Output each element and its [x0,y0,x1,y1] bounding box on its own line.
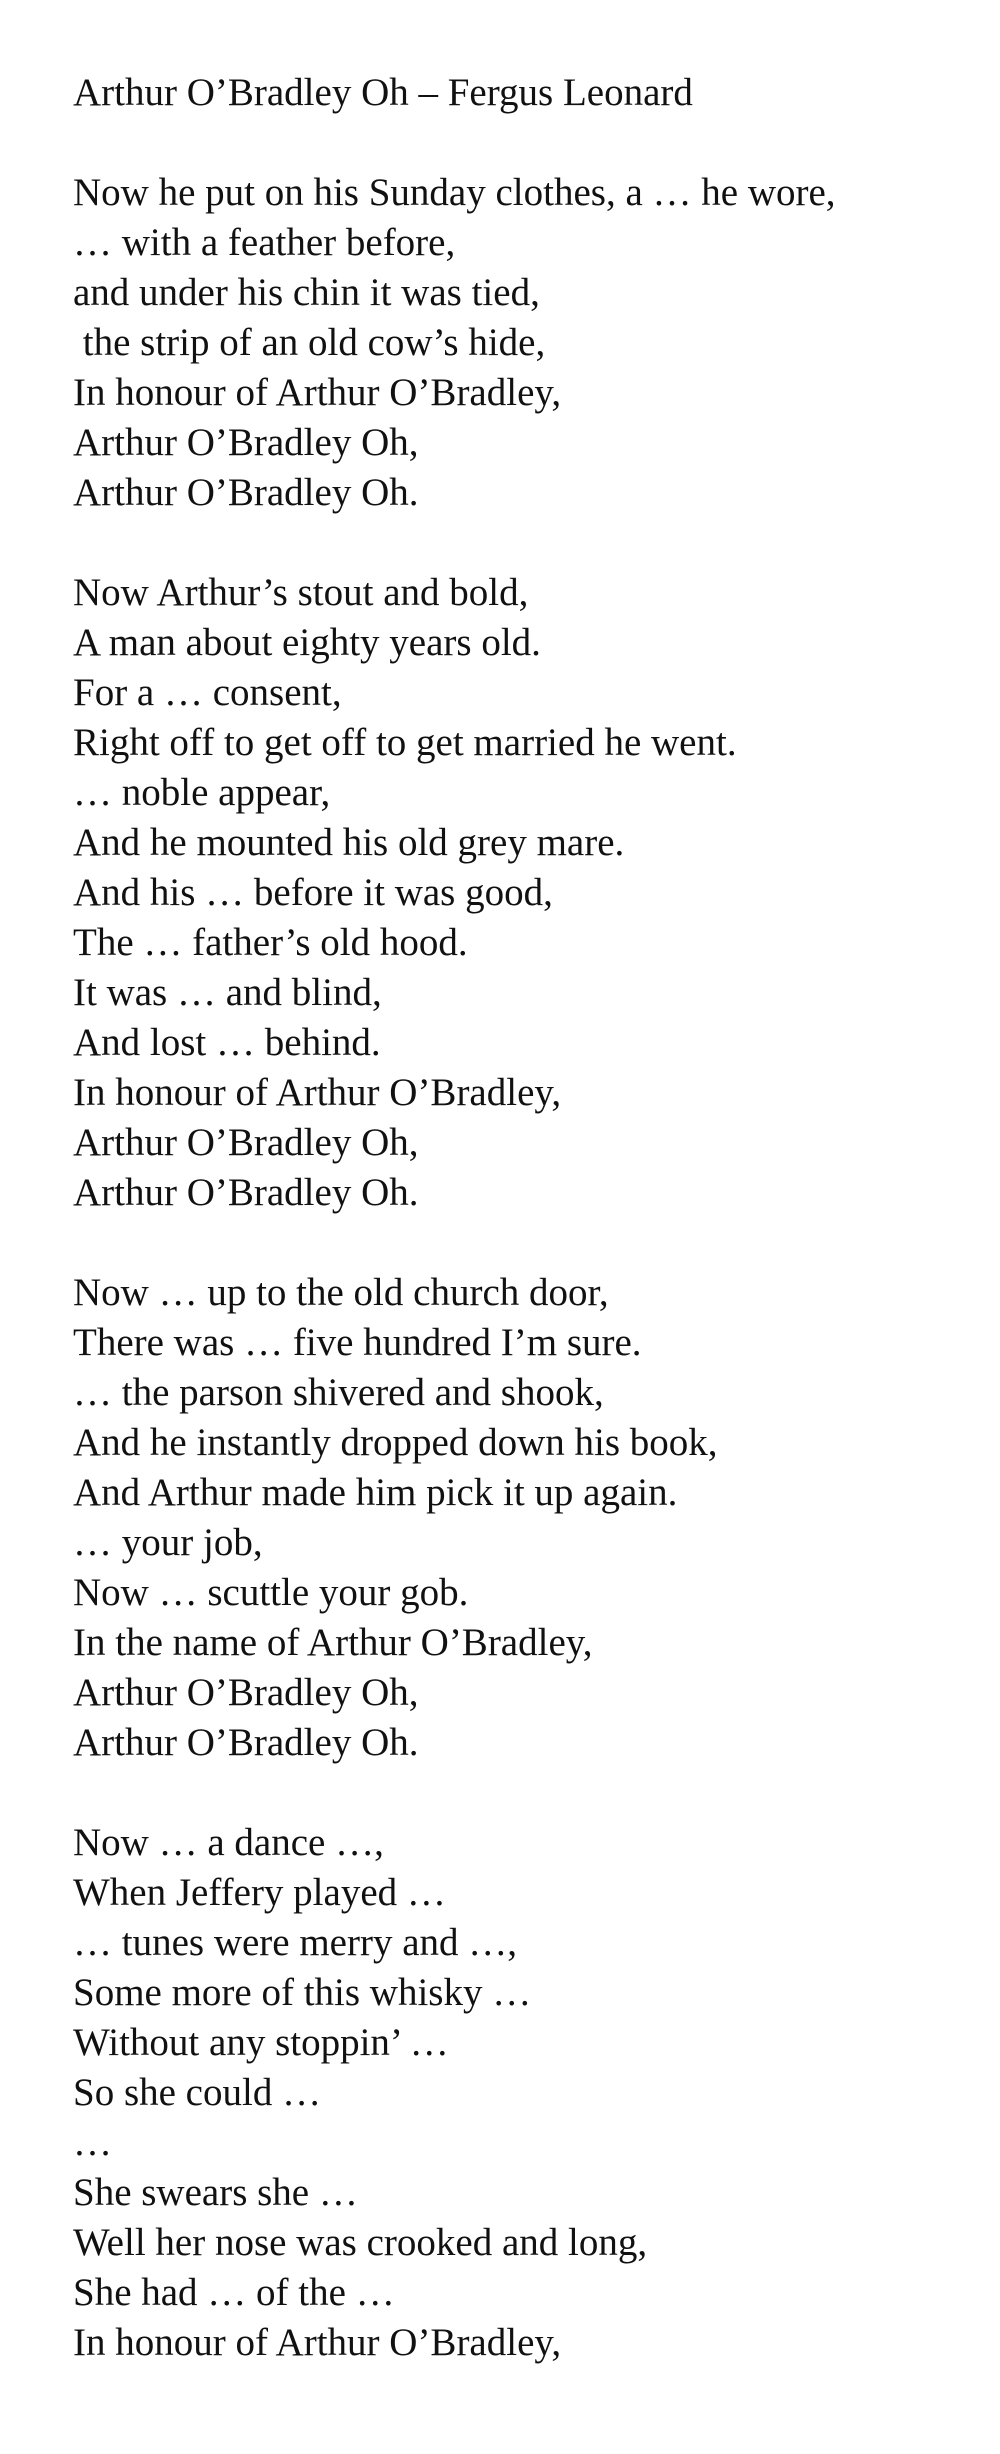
lyric-line: Now … scuttle your gob. [73,1571,469,1614]
document-title: Arthur O’Bradley Oh – Fergus Leonard [73,71,693,114]
stanza-gap [73,518,973,568]
lyric-line: … the parson shivered and shook, [73,1371,604,1414]
lyric-line: … with a feather before, [73,221,456,264]
lyric-line: Arthur O’Bradley Oh, [73,1121,419,1164]
lyric-line: And his … before it was good, [73,871,553,914]
stanza-gap [73,1218,973,1268]
lyric-line: So she could … [73,2071,322,2114]
stanza-gap [73,118,973,168]
lyric-line: For a … consent, [73,671,342,714]
lyric-line: Arthur O’Bradley Oh, [73,421,419,464]
lyric-line: Arthur O’Bradley Oh. [73,471,419,514]
lyric-line: And Arthur made him pick it up again. [73,1471,678,1514]
stanza [73,1268,973,1768]
lyric-line: Now … a dance …, [73,1821,384,1864]
lyric-line: Arthur O’Bradley Oh, [73,1671,419,1714]
lyric-line: Right off to get off to get married he went. [73,721,737,764]
lyric-line: Arthur O’Bradley Oh. [73,1171,419,1214]
stanza [73,168,973,518]
stanza-list [73,168,973,2368]
lyrics-text [73,68,973,2368]
lyric-line: and under his chin it was tied, [73,271,540,314]
lyric-line: And he instantly dropped down his book, [73,1421,718,1464]
stanza [73,568,973,1218]
lyric-line: Now … up to the old church door, [73,1271,609,1314]
lyric-line: In honour of Arthur O’Bradley, [73,371,562,414]
lyric-line: Without any stoppin’ … [73,2021,449,2064]
stanza-gap [73,1768,973,1818]
lyric-line: In the name of Arthur O’Bradley, [73,1621,593,1664]
lyric-line: A man about eighty years old. [73,621,541,664]
lyric-line: … tunes were merry and …, [73,1921,518,1964]
lyric-line: She had … of the … [73,2271,395,2314]
lyric-line: And lost … behind. [73,1021,381,1064]
lyric-line: And he mounted his old grey mare. [73,821,625,864]
lyric-line: It was … and blind, [73,971,382,1014]
lyric-line: When Jeffery played … [73,1871,446,1914]
lyric-line: Arthur O’Bradley Oh. [73,1721,419,1764]
stanza [73,1818,973,2368]
lyric-line: Now he put on his Sunday clothes, a … he wore, [73,171,836,214]
lyric-line: In honour of Arthur O’Bradley, [73,1071,562,1114]
lyric-line: In honour of Arthur O’Bradley, [73,2321,562,2364]
lyric-line: the strip of an old cow’s hide, [73,321,546,364]
lyric-line: … [73,2121,112,2164]
lyric-line: She swears she … [73,2171,358,2214]
lyric-line: The … father’s old hood. [73,921,468,964]
lyric-line: There was … five hundred I’m sure. [73,1321,642,1364]
lyric-line: Well her nose was crooked and long, [73,2221,648,2264]
lyric-line: Now Arthur’s stout and bold, [73,571,529,614]
lyric-line: Some more of this whisky … [73,1971,532,2014]
lyric-line: … your job, [73,1521,263,1564]
lyric-line: … noble appear, [73,771,331,814]
